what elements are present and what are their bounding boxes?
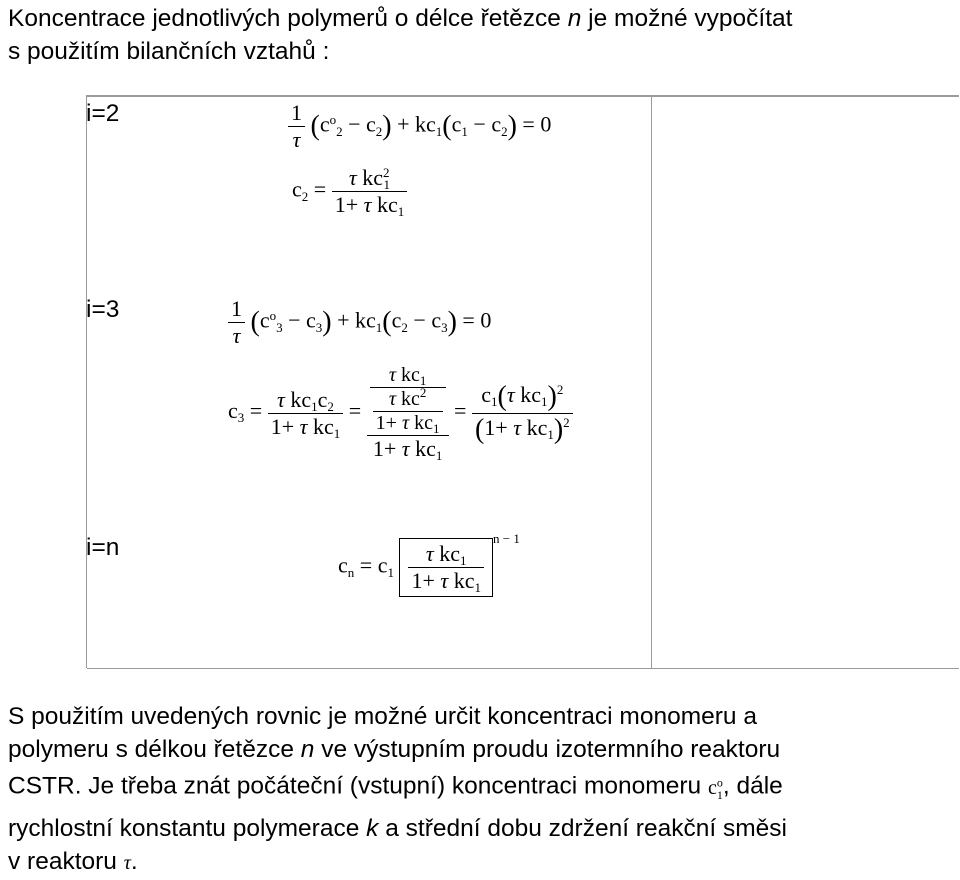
intro-line-2: s použitím bilančních vztahů : [8,38,330,65]
row-label-in: i=n [86,534,120,561]
equation-i3-solution: $c_3$ = $\frac{\tau kc_1c_2}{1+ \tau kc_1}$ = $\frac{\frac{\tau kc_1}{\frac{\tau kc^2}{1+ \tau kc_1}}}{1+ \tau kc_1}$ = $\frac{c_1(\tau kc_1)^2}{(1+ \tau kc_1)^2}$ [228,364,573,462]
table-border-bottom [87,668,959,669]
table-divider-vertical [651,96,652,668]
row-label-i2: i=2 [86,100,120,127]
equation-i3-balance: $\frac{1}{\tau}$ $(c^o_3 - c_3) + kc_1(c_2 - c_3) = 0$ [228,296,491,349]
table-border-top [87,96,959,97]
paragraph-line-5: v reaktoru τ. [8,847,138,875]
paragraph-line-1: S použitím uvedených rovnic je možné určit koncentraci monomeru a [8,703,757,730]
equation-i2-balance: $\frac{1}{\tau}$ $(c^o_2 - c_2) + kc_1(c_1 - c_2) = 0$ [288,100,551,153]
row-label-i3: i=3 [86,296,120,323]
intro-line-1: Koncentrace jednotlivých polymerů o délce řetězce n je možné vypočítat [8,5,793,32]
equation-in-general: $c_n = c_1$ $\frac{\tau kc_1}{1+ \tau kc_1}$ $^{n - 1}$ [338,530,520,595]
paragraph-line-2: polymeru s délkou řetězce n ve výstupním proudu izotermního reaktoru [8,736,781,763]
explanation-paragraph [8,700,953,880]
paragraph-line-3: CSTR. Je třeba znát počáteční (vstupní) koncentraci monomeru $c^o_1$, dále [8,772,783,802]
intro-text [8,2,953,68]
paragraph-line-4: rychlostní konstantu polymerace k a střední dobu zdržení reakční směsi [8,814,787,842]
equation-i2-solution: $c_2$ = $\frac{\tau kc^2_1}{1+ \tau kc_1}$ [292,165,407,218]
